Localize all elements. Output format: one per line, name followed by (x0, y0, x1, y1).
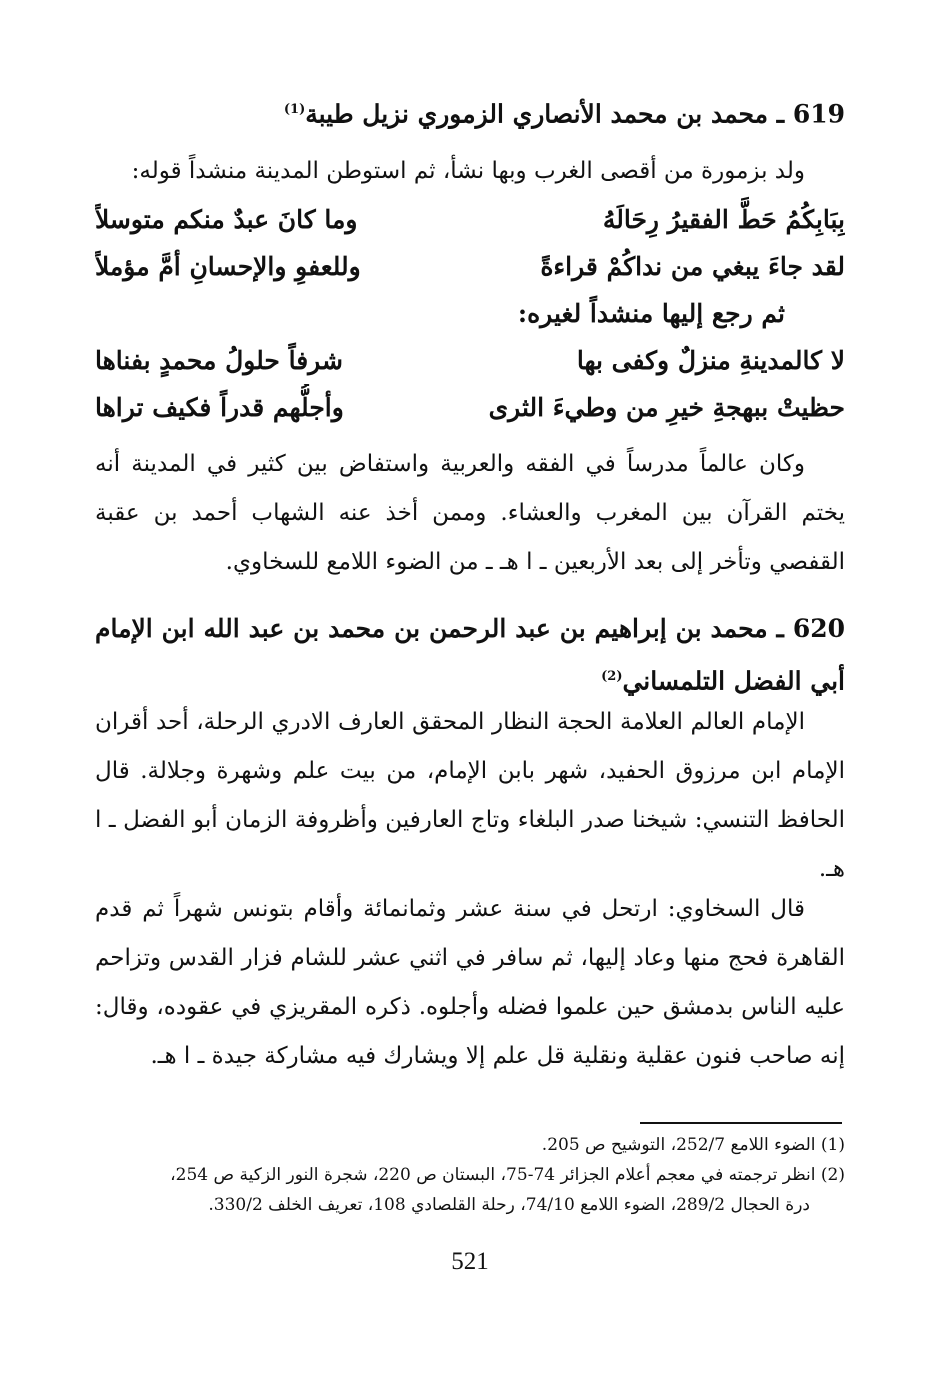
page-number: 521 (451, 1248, 489, 1275)
footnote-ref-1: (1) (283, 102, 306, 117)
verse-hemistich-first: لقد جاءَ يبغي من نداكُمْ قراءةً (540, 252, 845, 281)
verse-hemistich-first: حظيتْ ببهجةِ خيرِ من وطيءَ الثرى (488, 393, 845, 422)
footnotes (90, 1130, 845, 1220)
entry-620-heading (95, 605, 845, 705)
verse-intro-line: ثم رجع إليها منشداً لغيره: (517, 299, 785, 328)
entry-620-para-1: الإمام العالم العلامة الحجة النظار المحقق العارف الادري الرحلة، أحد أقران الإمام ابن مرزوق الحفيد، شهر بابن الإمام، من بيت علم وشهرة وجلالة. قال الحافظ التنسي: شيخنا صدر البلغاء وتاج العارفين وأظروفة الزمان أبو الفضل ـ ا هـ. (95, 709, 845, 882)
footnote-divider (640, 1122, 842, 1124)
verse-line (95, 243, 845, 290)
verse-hemistich-second: وما كانَ عبدٌ منكم متوسلاً (95, 205, 358, 234)
entry-619-bio: وكان عالماً مدرساً في الفقه والعربية واستفاض بين كثير في المدينة أنه يختم القرآن بين المغرب والعشاء. وممن أخذ عنه الشهاب أحمد بن عقبة القفصي وتأخر إلى بعد الأربعين ـ ا هـ ـ من الضوء اللامع للسخاوي. (95, 451, 845, 575)
verse-hemistich-second: وأجلُّهم قدراً فكيف تراها (95, 393, 344, 422)
verse-line (95, 337, 845, 384)
verses-block-1 (95, 196, 845, 431)
footnote-2-line-1: (2) انظر ترجمته في معجم أعلام الجزائر 74-75، البستان ص 220، شجرة النور الزكية ص 254، (170, 1165, 845, 1185)
entry-620-para-2: قال السخاوي: ارتحل في سنة عشر وثمانمائة وأقام بتونس شهراً ثم قدم القاهرة فحج منها وعاد إليها، ثم سافر في اثني عشر للشام فزار القدس وتزاحم عليه الناس بدمشق حين علموا فضله وأجلوه. ذكره المقريزي في عقوده، وقال: إنه صاحب فنون عقلية ونقلية قل علم إلا ويشارك فيه مشاركة جيدة ـ ا هـ. (95, 896, 845, 1069)
entry-619-title: 619 ـ محمد بن محمد الأنصاري الزموري نزيل طيبة (305, 99, 845, 129)
verse-hemistich-second: شرفاً حلولُ محمدٍ بفناها (95, 346, 343, 375)
entry-619-intro: ولد بزمورة من أقصى الغرب وبها نشأ، ثم استوطن المدينة منشداً قوله: (131, 158, 805, 184)
verse-hemistich-second: وللعفوِ والإحسانِ أمَّ مؤملاً (95, 252, 361, 281)
footnote-2-line-2: درة الحجال 289/2، الضوء اللامع 74/10، رحلة القلصادي 108، تعريف الخلف 330/2. (208, 1195, 810, 1215)
verse-line (95, 196, 845, 243)
entry-619-heading (95, 86, 845, 138)
verse-hemistich-first: لا كالمدينةِ منزلٌ وكفى بها (576, 346, 845, 375)
verse-line (95, 384, 845, 431)
footnote-1: (1) الضوء اللامع 252/7، التوشيح ص 205. (541, 1135, 845, 1155)
entry-620-title: 620 ـ محمد بن إبراهيم بن عبد الرحمن بن محمد بن عبد الله ابن الإمام أبي الفضل التلمساني (95, 614, 845, 696)
verse-hemistich-first: بِبَابِكُمُ حَطَّ الفقيرُ رِحَالَهُ (602, 205, 845, 234)
footnote-ref-2: (2) (601, 669, 623, 684)
